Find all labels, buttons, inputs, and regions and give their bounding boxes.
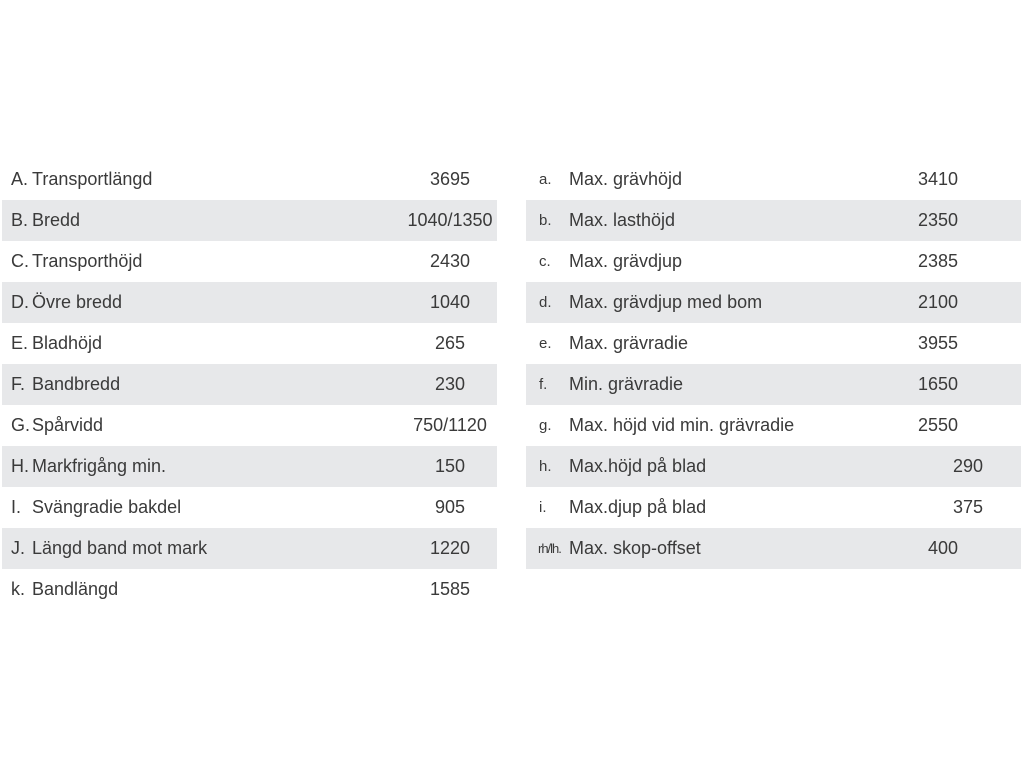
- row-label: Övre bredd: [32, 292, 123, 312]
- row-value: 1040: [429, 292, 471, 312]
- row-letter: h.: [539, 458, 552, 475]
- row-letter: i.: [539, 499, 547, 516]
- row-label: Längd band mot mark: [32, 538, 208, 558]
- table-row: [2, 241, 497, 282]
- row-letter: I.: [11, 497, 22, 517]
- row-letter: c.: [539, 253, 551, 270]
- row-letter: A.: [11, 169, 29, 189]
- row-label: Svängradie bakdel: [32, 497, 182, 517]
- row-label: Markfrigång min.: [32, 456, 167, 476]
- row-label: Transporthöjd: [32, 251, 143, 271]
- table-row: [526, 405, 1021, 446]
- table-row: [2, 200, 497, 241]
- row-letter: f.: [539, 376, 548, 393]
- row-label: Bandbredd: [32, 374, 121, 394]
- table-row: [2, 159, 497, 200]
- table-row: [526, 323, 1021, 364]
- row-value: 905: [434, 497, 466, 517]
- table-row: [526, 364, 1021, 405]
- row-value: 2385: [917, 251, 959, 271]
- row-letter: C.: [11, 251, 29, 271]
- table-row: [526, 159, 1021, 200]
- row-letter: k.: [11, 579, 26, 599]
- row-value: 1040/1350: [407, 210, 493, 230]
- row-letter: rh/lh.: [538, 541, 561, 556]
- table-row: [2, 446, 497, 487]
- row-value: 1585: [429, 579, 471, 599]
- row-value: 2350: [917, 210, 959, 230]
- row-letter: e.: [539, 335, 552, 352]
- row-letter: J.: [11, 538, 26, 558]
- row-value: 150: [434, 456, 466, 476]
- row-value: 1220: [429, 538, 471, 558]
- table-row: [526, 200, 1021, 241]
- row-value: 2550: [917, 415, 959, 435]
- row-label: Max. skop-offset: [569, 538, 701, 558]
- digging-specs-table: [526, 159, 1021, 569]
- row-value: 400: [927, 538, 959, 558]
- row-label: Max. grävdjup: [569, 251, 683, 271]
- row-letter: b.: [539, 212, 552, 229]
- table-row: [2, 405, 497, 446]
- row-label: Max. lasthöjd: [569, 210, 676, 230]
- row-letter: H.: [11, 456, 29, 476]
- row-value: 2430: [429, 251, 471, 271]
- row-value: 750/1120: [413, 415, 487, 435]
- row-label: Spårvidd: [32, 415, 104, 435]
- table-row: [2, 282, 497, 323]
- row-label: Transportlängd: [32, 169, 153, 189]
- row-value: 3695: [429, 169, 471, 189]
- table-row: [2, 364, 497, 405]
- table-row: [2, 528, 497, 569]
- row-label: Max.djup på blad: [569, 497, 707, 517]
- table-row: [2, 487, 497, 528]
- row-value: 3410: [917, 169, 959, 189]
- row-label: Max. grävradie: [569, 333, 689, 353]
- table-row: [526, 282, 1021, 323]
- row-letter: F.: [11, 374, 26, 394]
- row-label: Min. grävradie: [569, 374, 684, 394]
- table-row: [526, 487, 1021, 528]
- row-label: Max. höjd vid min. grävradie: [569, 415, 795, 435]
- row-value: 375: [952, 497, 984, 517]
- table-row: [526, 528, 1021, 569]
- row-letter: D.: [11, 292, 29, 312]
- row-value: 1650: [917, 374, 959, 394]
- row-letter: G.: [11, 415, 31, 435]
- row-label: Bladhöjd: [32, 333, 103, 353]
- row-label: Bredd: [32, 210, 81, 230]
- dimensions-table: [2, 159, 497, 610]
- row-value: 3955: [917, 333, 959, 353]
- table-row: [526, 241, 1021, 282]
- row-label: Bandlängd: [32, 579, 119, 599]
- row-letter: E.: [11, 333, 29, 353]
- row-letter: g.: [539, 417, 552, 434]
- row-value: 290: [952, 456, 984, 476]
- row-letter: a.: [539, 171, 552, 188]
- table-row: [526, 446, 1021, 487]
- table-row: [2, 569, 497, 610]
- row-label: Max. grävhöjd: [569, 169, 683, 189]
- row-label: Max.höjd på blad: [569, 456, 707, 476]
- row-value: 265: [434, 333, 466, 353]
- row-label: Max. grävdjup med bom: [569, 292, 763, 312]
- row-letter: B.: [11, 210, 29, 230]
- row-letter: d.: [539, 294, 552, 311]
- row-value: 230: [434, 374, 466, 394]
- row-value: 2100: [917, 292, 959, 312]
- table-row: [2, 323, 497, 364]
